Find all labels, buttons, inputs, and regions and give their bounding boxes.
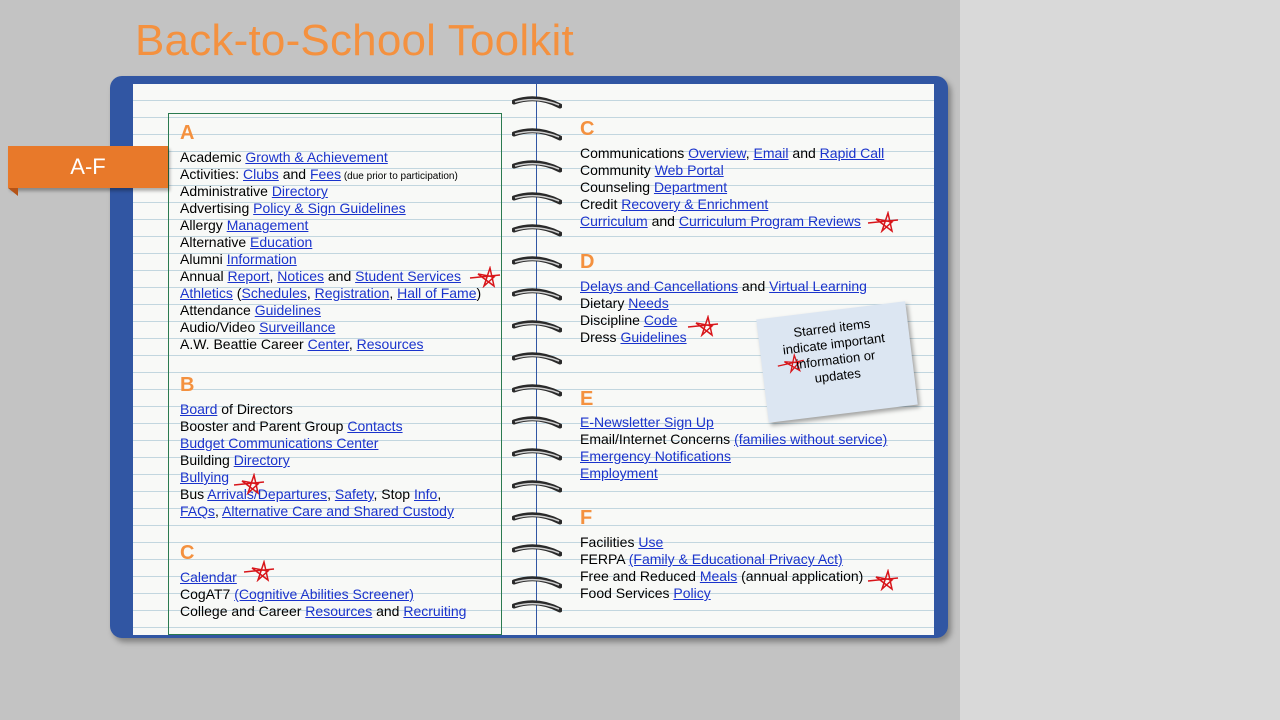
list-item bbox=[180, 452, 454, 469]
list-item bbox=[180, 217, 481, 234]
item-label: Bus bbox=[180, 486, 208, 502]
link-recruiting[interactable]: Recruiting bbox=[403, 603, 467, 619]
link-employment[interactable]: Employment bbox=[580, 465, 658, 481]
link-policy-sign-guidelines[interactable]: Policy & Sign Guidelines bbox=[253, 200, 406, 216]
link-fees[interactable]: Fees bbox=[309, 166, 342, 182]
item-label: and bbox=[323, 268, 356, 284]
item-label: of Directors bbox=[217, 401, 293, 417]
link-administrative-directory[interactable]: Directory bbox=[271, 183, 328, 199]
item-label: Booster and Parent Group bbox=[180, 418, 348, 434]
item-label: Discipline bbox=[580, 312, 644, 328]
list-item bbox=[580, 213, 884, 230]
list-item bbox=[580, 585, 863, 602]
list-item bbox=[580, 145, 884, 162]
list-item bbox=[580, 431, 887, 448]
link-career-center[interactable]: Center bbox=[307, 336, 349, 352]
section-letter-d: D bbox=[580, 251, 595, 273]
item-label: Dress bbox=[580, 329, 621, 345]
item-label: Attendance bbox=[180, 302, 255, 318]
link-stop-info[interactable]: Info bbox=[413, 486, 438, 502]
item-label: Counseling bbox=[580, 179, 654, 195]
list-item bbox=[180, 200, 481, 217]
spiral-ring bbox=[512, 544, 562, 560]
link-surveillance[interactable]: Surveillance bbox=[259, 319, 336, 335]
star-icon bbox=[468, 266, 502, 288]
list-item bbox=[180, 569, 466, 586]
list-item bbox=[580, 551, 863, 568]
list-item bbox=[180, 469, 454, 486]
item-label: Administrative bbox=[180, 183, 272, 199]
link-alternative-care[interactable]: Alternative Care and Shared Custody bbox=[222, 503, 454, 519]
list-item bbox=[180, 268, 481, 285]
item-label: Building bbox=[180, 452, 234, 468]
item-label: Audio/Video bbox=[180, 319, 260, 335]
link-registration[interactable]: Registration bbox=[314, 285, 390, 301]
item-label: , bbox=[389, 285, 398, 301]
sticky-note bbox=[756, 301, 918, 423]
spiral-ring bbox=[512, 320, 562, 336]
spiral-ring bbox=[512, 160, 562, 176]
link-ferpa[interactable]: (Family & Educational Privacy Act) bbox=[628, 551, 843, 567]
item-label: , bbox=[306, 285, 315, 301]
link-dietary-needs[interactable]: Needs bbox=[628, 295, 669, 311]
item-note: (due prior to participation) bbox=[341, 171, 458, 182]
item-label: , bbox=[437, 486, 442, 502]
link-bus-safety[interactable]: Safety bbox=[334, 486, 374, 502]
item-label: and bbox=[737, 278, 770, 294]
link-career-resources[interactable]: Resources bbox=[356, 336, 424, 352]
link-clubs[interactable]: Clubs bbox=[243, 166, 279, 182]
item-label: , bbox=[745, 145, 754, 161]
list-item bbox=[180, 401, 454, 418]
star-icon bbox=[232, 473, 266, 495]
list-item bbox=[180, 418, 454, 435]
link-alumni-information[interactable]: Information bbox=[226, 251, 297, 267]
section-c-list bbox=[580, 145, 884, 230]
list-item bbox=[180, 586, 466, 603]
spiral-ring bbox=[512, 256, 562, 272]
link-athletics[interactable]: Athletics bbox=[180, 285, 233, 301]
link-overview[interactable]: Overview bbox=[688, 145, 746, 161]
link-dress-guidelines[interactable]: Guidelines bbox=[620, 329, 687, 345]
item-label: A.W. Beattie Career bbox=[180, 336, 308, 352]
link-notices[interactable]: Notices bbox=[277, 268, 324, 284]
link-board[interactable]: Board bbox=[180, 401, 218, 417]
list-item bbox=[180, 302, 481, 319]
link-hall-of-fame[interactable]: Hall of Fame bbox=[397, 285, 477, 301]
item-label: ( bbox=[232, 285, 242, 301]
link-schedules[interactable]: Schedules bbox=[241, 285, 307, 301]
star-icon bbox=[866, 569, 900, 591]
list-item bbox=[580, 162, 884, 179]
list-item bbox=[580, 448, 887, 465]
item-label: FERPA bbox=[580, 551, 629, 567]
section-letter-e: E bbox=[580, 388, 594, 410]
link-building-directory[interactable]: Directory bbox=[233, 452, 290, 468]
link-student-services[interactable]: Student Services bbox=[355, 268, 461, 284]
link-facilities-use[interactable]: Use bbox=[638, 534, 664, 550]
item-label: Annual bbox=[180, 268, 228, 284]
spiral-ring bbox=[512, 576, 562, 592]
link-enewsletter[interactable]: E-Newsletter Sign Up bbox=[580, 414, 714, 430]
star-icon bbox=[866, 211, 900, 233]
link-meals[interactable]: Meals bbox=[699, 568, 738, 584]
spiral-ring bbox=[512, 192, 562, 208]
spiral-ring bbox=[512, 512, 562, 528]
item-label: Activities: bbox=[180, 166, 244, 182]
list-item bbox=[580, 295, 867, 312]
list-item bbox=[180, 319, 481, 336]
link-food-policy[interactable]: Policy bbox=[673, 585, 711, 601]
link-annual-report[interactable]: Report bbox=[227, 268, 270, 284]
item-label: and bbox=[788, 145, 820, 161]
section-letter-a: A bbox=[180, 122, 195, 144]
spiral-ring bbox=[512, 480, 562, 496]
list-item bbox=[580, 534, 863, 551]
spiral-ring bbox=[512, 224, 562, 240]
spiral-ring bbox=[512, 288, 562, 304]
item-label: and bbox=[647, 213, 679, 229]
link-faqs[interactable]: FAQs bbox=[180, 503, 216, 519]
link-bullying[interactable]: Bullying bbox=[180, 469, 230, 485]
list-item bbox=[580, 196, 884, 213]
item-label: , bbox=[348, 336, 357, 352]
section-letter-f: F bbox=[580, 507, 593, 529]
link-recovery-enrichment[interactable]: Recovery & Enrichment bbox=[621, 196, 769, 212]
spiral-ring bbox=[512, 128, 562, 144]
link-discipline-code[interactable]: Code bbox=[643, 312, 678, 328]
list-item bbox=[580, 179, 884, 196]
item-label: Facilities bbox=[580, 534, 639, 550]
spiral-ring bbox=[512, 600, 562, 616]
star-icon bbox=[686, 315, 720, 337]
spiral-ring bbox=[512, 384, 562, 400]
item-label: Alumni bbox=[180, 251, 227, 267]
item-label: Community bbox=[580, 162, 655, 178]
link-alternative-education[interactable]: Education bbox=[250, 234, 313, 250]
list-item bbox=[180, 166, 481, 183]
item-label: ) bbox=[476, 285, 482, 301]
item-label: Email/Internet Concerns bbox=[580, 431, 735, 447]
link-web-portal[interactable]: Web Portal bbox=[654, 162, 724, 178]
item-label: Communications bbox=[580, 145, 689, 161]
section-tab-a-f[interactable]: A-F bbox=[8, 146, 168, 188]
item-label: CogAT7 bbox=[180, 586, 235, 602]
item-label: , bbox=[215, 503, 223, 519]
list-item bbox=[180, 234, 481, 251]
item-label: , bbox=[327, 486, 335, 502]
side-panel bbox=[960, 0, 1280, 720]
item-label: Dietary bbox=[580, 295, 629, 311]
list-item bbox=[180, 603, 466, 620]
item-label: , bbox=[269, 268, 278, 284]
spiral-ring bbox=[512, 352, 562, 368]
list-item bbox=[180, 336, 481, 353]
link-calendar[interactable]: Calendar bbox=[180, 569, 237, 585]
link-curriculum[interactable]: Curriculum bbox=[580, 213, 648, 229]
section-letter-c: C bbox=[580, 118, 595, 140]
list-item bbox=[180, 285, 481, 302]
link-delays-cancellations[interactable]: Delays and Cancellations bbox=[580, 278, 738, 294]
link-attendance-guidelines[interactable]: Guidelines bbox=[254, 302, 321, 318]
list-item bbox=[180, 183, 481, 200]
item-label: Free and Reduced bbox=[580, 568, 700, 584]
item-label: College and Career bbox=[180, 603, 306, 619]
list-item bbox=[580, 414, 887, 431]
link-rapid-call[interactable]: Rapid Call bbox=[819, 145, 885, 161]
section-c-left-list bbox=[180, 569, 466, 620]
list-item bbox=[580, 465, 887, 482]
item-label: and bbox=[278, 166, 310, 182]
link-emergency-notifications[interactable]: Emergency Notifications bbox=[580, 448, 731, 464]
list-item bbox=[580, 278, 867, 295]
link-budget-communications[interactable]: Budget Communications Center bbox=[180, 435, 379, 451]
item-label: , Stop bbox=[373, 486, 414, 502]
item-label: Alternative bbox=[180, 234, 251, 250]
link-booster-contacts[interactable]: Contacts bbox=[347, 418, 403, 434]
item-label: and bbox=[372, 603, 404, 619]
item-label: Allergy bbox=[180, 217, 227, 233]
link-allergy-management[interactable]: Management bbox=[226, 217, 309, 233]
item-label: Food Services bbox=[580, 585, 674, 601]
spiral-ring bbox=[512, 416, 562, 432]
link-families-without-service[interactable]: (families without service) bbox=[734, 431, 888, 447]
list-item bbox=[580, 568, 863, 585]
link-college-resources[interactable]: Resources bbox=[305, 603, 373, 619]
link-counseling-department[interactable]: Department bbox=[653, 179, 728, 195]
link-arrivals-departures[interactable]: Arrivals/Departures bbox=[207, 486, 328, 502]
list-item bbox=[180, 486, 454, 503]
list-item bbox=[180, 435, 454, 452]
spiral-ring bbox=[512, 96, 562, 112]
section-letter-b: B bbox=[180, 374, 195, 396]
item-label: Advertising bbox=[180, 200, 254, 216]
list-item bbox=[180, 149, 481, 166]
note-text: Starred items indicate important information or updates bbox=[781, 315, 886, 386]
page-title: Back-to-School Toolkit bbox=[135, 16, 574, 65]
item-label: (annual application) bbox=[737, 568, 864, 584]
link-curriculum-program-reviews[interactable]: Curriculum Program Reviews bbox=[678, 213, 861, 229]
section-b-list bbox=[180, 401, 454, 520]
spiral-ring bbox=[512, 448, 562, 464]
section-e-list bbox=[580, 414, 887, 482]
section-letter-c-left: C bbox=[180, 542, 195, 564]
link-growth-achievement[interactable]: Growth & Achievement bbox=[245, 149, 388, 165]
section-f-list bbox=[580, 534, 863, 602]
link-virtual-learning[interactable]: Virtual Learning bbox=[769, 278, 867, 294]
list-item bbox=[180, 503, 454, 520]
list-item bbox=[180, 251, 481, 268]
item-label: Credit bbox=[580, 196, 622, 212]
section-a-list bbox=[180, 149, 481, 353]
link-email[interactable]: Email bbox=[753, 145, 789, 161]
link-cogat[interactable]: (Cognitive Abilities Screener) bbox=[234, 586, 414, 602]
item-label: Academic bbox=[180, 149, 246, 165]
tab-fold bbox=[8, 188, 18, 196]
star-icon bbox=[242, 560, 276, 582]
